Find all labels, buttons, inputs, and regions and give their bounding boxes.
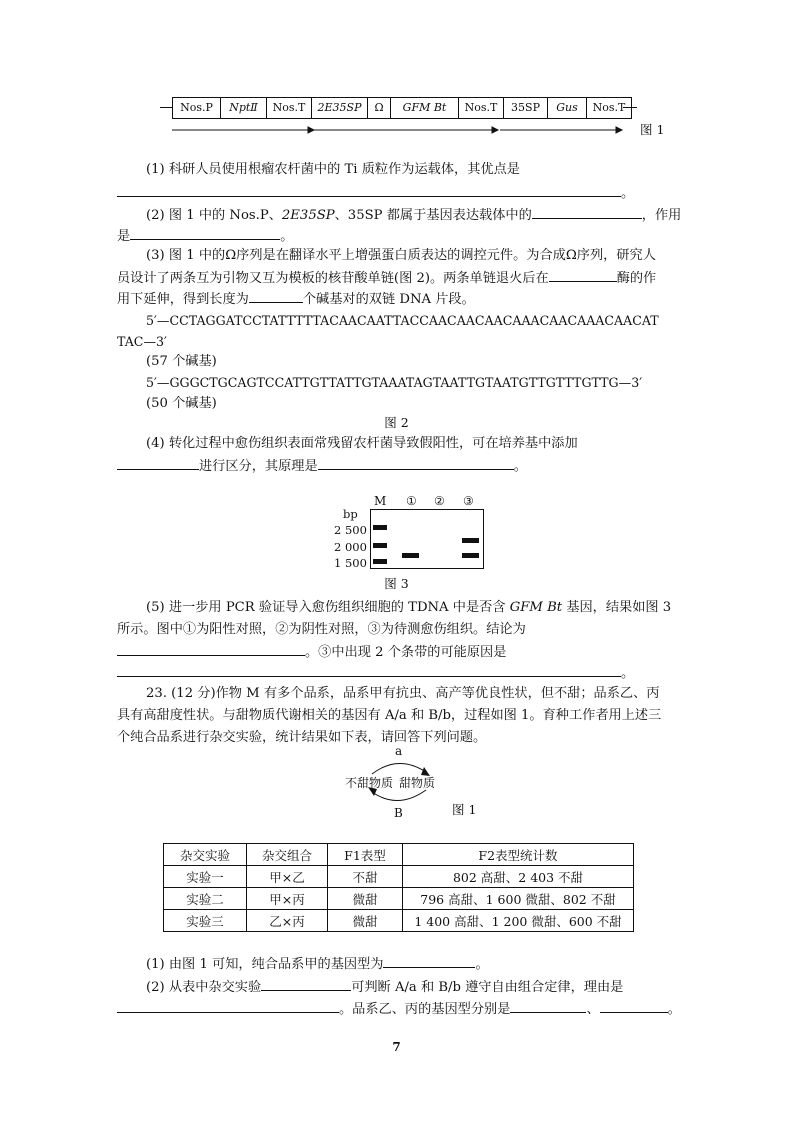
table-cell: 实验三 [164,910,247,932]
q4-line2-a: 进行区分，其原理是 [199,459,318,474]
q23-1-genotype-blank[interactable] [383,953,475,968]
q23-2-sep: 、 [586,1002,600,1017]
q3-line2 [117,267,677,289]
ladder-2000: 2 000 [334,540,367,554]
figure1-caption: 图 1 [640,122,665,137]
q23-1-line [146,953,706,975]
q23-line3: 个纯合品系进行杂交实验，统计结果如下表，请回答下列问题。 [117,730,487,745]
table-row [164,866,634,888]
q1-end: 。 [621,186,635,201]
vector-left-line [160,107,172,108]
q1-line2 [117,182,677,204]
q4-line2 [117,455,677,477]
segment-gfm-bt: GFM Bt [391,98,459,118]
q23-2-experiment-blank[interactable] [261,976,351,991]
table-header: F2表型统计数 [403,844,634,866]
q5-line1-b: GFM Bt [509,600,563,615]
segment-2e35sp: 2E35SP [312,98,368,118]
q23-2-line2-a: 。品系乙、丙的基因型分别是 [339,1002,511,1017]
q23-2-end: 。 [667,1002,681,1017]
table-header: 杂交实验 [164,844,247,866]
q2-line1 [146,204,706,226]
transcription-arrows [170,123,640,137]
q3-line2-b: 酶的作 [616,271,657,286]
q5-line4 [117,662,677,684]
figure2-caption: 图 2 [384,415,409,430]
q4-end: 。 [513,459,527,474]
q4-blank-2[interactable] [318,455,514,470]
lane-label-2: ② [434,494,445,508]
pathway-left-label: 不甜物质 [345,776,394,790]
q4-blank-1[interactable] [117,455,199,470]
q3-line2-a: 员设计了两条互为引物又互为模板的核苷酸单链(图 2)。两条单链退火后在 [117,271,549,286]
table-cell: 乙×丙 [247,910,328,932]
q3-line1: (3) 图 1 中的Ω序列是在翻译水平上增强蛋白质表达的调控元件。为合成Ω序列，研究人 [146,248,656,263]
seq2: 5′—GGGCTGCAGTCCATTGTTATTGTAAATAGTAATTGTAATGTTGTTTGTTG—3′ [146,375,643,390]
q2-line2-a: 是 [117,229,131,244]
q2-text-b: 2E35SP [281,208,335,223]
q23-2-reason-blank[interactable] [117,998,339,1013]
segment-nos-t-1: Nos.T [267,98,312,118]
band-lane3-upper [462,538,479,543]
ladder-2500: 2 500 [334,523,367,537]
q23-2-line1-a: (2) 从表中杂交实验 [146,980,262,995]
segment-omega: Ω [368,98,391,118]
q5-line3 [117,641,677,663]
figure3-caption: 图 3 [384,576,409,591]
q3-line3-a: 用下延伸，得到长度为 [117,292,249,307]
q2-line2 [117,225,677,247]
segment-gus: Gus [548,98,587,118]
segment-npt2: NptⅡ [221,98,267,118]
q1-line1: (1) 科研人员使用根瘤农杆菌中的 Ti 质粒作为运载体，其优点是 [146,162,520,177]
segment-35sp: 35SP [504,98,548,118]
q5-reason-blank[interactable] [117,662,621,677]
q5-end: 。 [621,666,635,681]
lane-label-m: M [374,494,387,508]
table-cell: 实验二 [164,888,247,910]
pathway-right-label: 甜物质 [399,776,436,790]
table-cell: 甲×乙 [247,866,328,888]
seq1-line2: TAC—3′ [117,334,167,349]
q2-end: 。 [280,229,294,244]
q2-text-a: (2) 图 1 中的 Nos.P、 [146,208,282,223]
q5-conclusion-blank[interactable] [117,641,305,656]
table-cell: 796 高甜、1 600 微甜、802 不甜 [403,888,634,910]
band-lane1 [402,553,419,558]
table-cell: 实验一 [164,866,247,888]
gel-box [370,509,484,569]
table-row [164,888,634,910]
q23-2-line2 [117,998,681,1020]
q2-text-d: ，作用 [641,208,682,223]
q4-line1: (4) 转化过程中愈伤组织表面常残留农杆菌导致假阳性，可在培养基中添加 [146,436,578,451]
table-cell: 1 400 高甜、1 200 微甜、600 不甜 [403,910,634,932]
gel-unit: bp [343,507,358,521]
table-cell: 不甜 [328,866,403,888]
seq2-note: (50 个碱基) [146,396,217,411]
table-cell: 微甜 [328,888,403,910]
q23-line1: 23. (12 分)作物 M 有多个品系，品系甲有抗虫、高产等优良性状，但不甜；品系乙、丙 [146,686,660,701]
q5-line1-a: (5) 进一步用 PCR 验证导入愈伤组织细胞的 TDNA 中是否含 [146,600,510,615]
q5-line1 [146,598,706,618]
ladder-1500: 1 500 [334,556,367,570]
table-cell: 甲×丙 [247,888,328,910]
q5-line3-a: 。③中出现 2 个条带的可能原因是 [305,645,507,660]
q2-answer-blank-1[interactable] [532,204,642,219]
q3-length-blank[interactable] [249,288,303,303]
q3-line3-b: 个碱基对的双链 DNA 片段。 [302,292,475,307]
table-header: 杂交组合 [247,844,328,866]
q23-1-text: (1) 由图 1 可知，纯合品系甲的基因型为 [146,957,384,972]
band-m-1500 [373,559,387,564]
pathway-caption: 图 1 [452,802,477,817]
table-cell: 微甜 [328,910,403,932]
table-row [164,910,634,932]
q23-2-line1-b: 可判断 A/a 和 B/b 遵守自由组合定律，理由是 [351,980,624,995]
band-m-2000 [373,543,387,548]
seq1-line1: 5′—CCTAGGATCCTATTTTTACAACAATTACCAACAACAACAAACAACAAACAACAT [146,313,659,328]
vector-right-line [623,107,637,108]
q2-answer-blank-2[interactable] [130,225,280,240]
page-number: 7 [392,1040,401,1054]
pathway-gene-a: a [395,744,403,758]
q5-line1-c: 基因，结果如图 3 [562,600,672,615]
q23-line2: 具有高甜度性状。与甜物质代谢相关的基因有 A/a 和 B/b，过程如图 1。育种工作者用上述三 [117,708,662,723]
band-m-2500 [373,525,387,530]
band-lane3-lower [462,553,479,558]
lane-label-3: ③ [463,494,474,508]
segment-nos-t-3: Nos.T [592,101,626,114]
q23-2-genotype-bing-blank[interactable] [600,998,668,1013]
table-header: F1表型 [328,844,403,866]
q5-line2: 所示。图中①为阳性对照，②为阴性对照，③为待测愈伤组织。结论为 [117,622,526,637]
table-cell: 802 高甜、2 403 不甜 [403,866,634,888]
lane-label-1: ① [406,494,417,508]
segment-nos-t-2: Nos.T [459,98,504,118]
q23-2-line1 [146,976,706,998]
q3-line3 [117,288,677,310]
table-header-row [164,844,634,866]
q1-answer-blank[interactable] [117,182,621,197]
vector-segments [172,97,632,119]
q23-1-end: 。 [475,957,489,972]
cross-results-table [163,843,634,932]
pathway-gene-b: B [394,806,403,820]
seq1-note: (57 个碱基) [146,354,217,369]
q3-enzyme-blank[interactable] [549,267,617,282]
segment-nos-p: Nos.P [173,98,221,118]
q2-text-c: 、35SP 都属于基因表达载体中的 [334,208,532,223]
q23-2-genotype-yi-blank[interactable] [510,998,586,1013]
